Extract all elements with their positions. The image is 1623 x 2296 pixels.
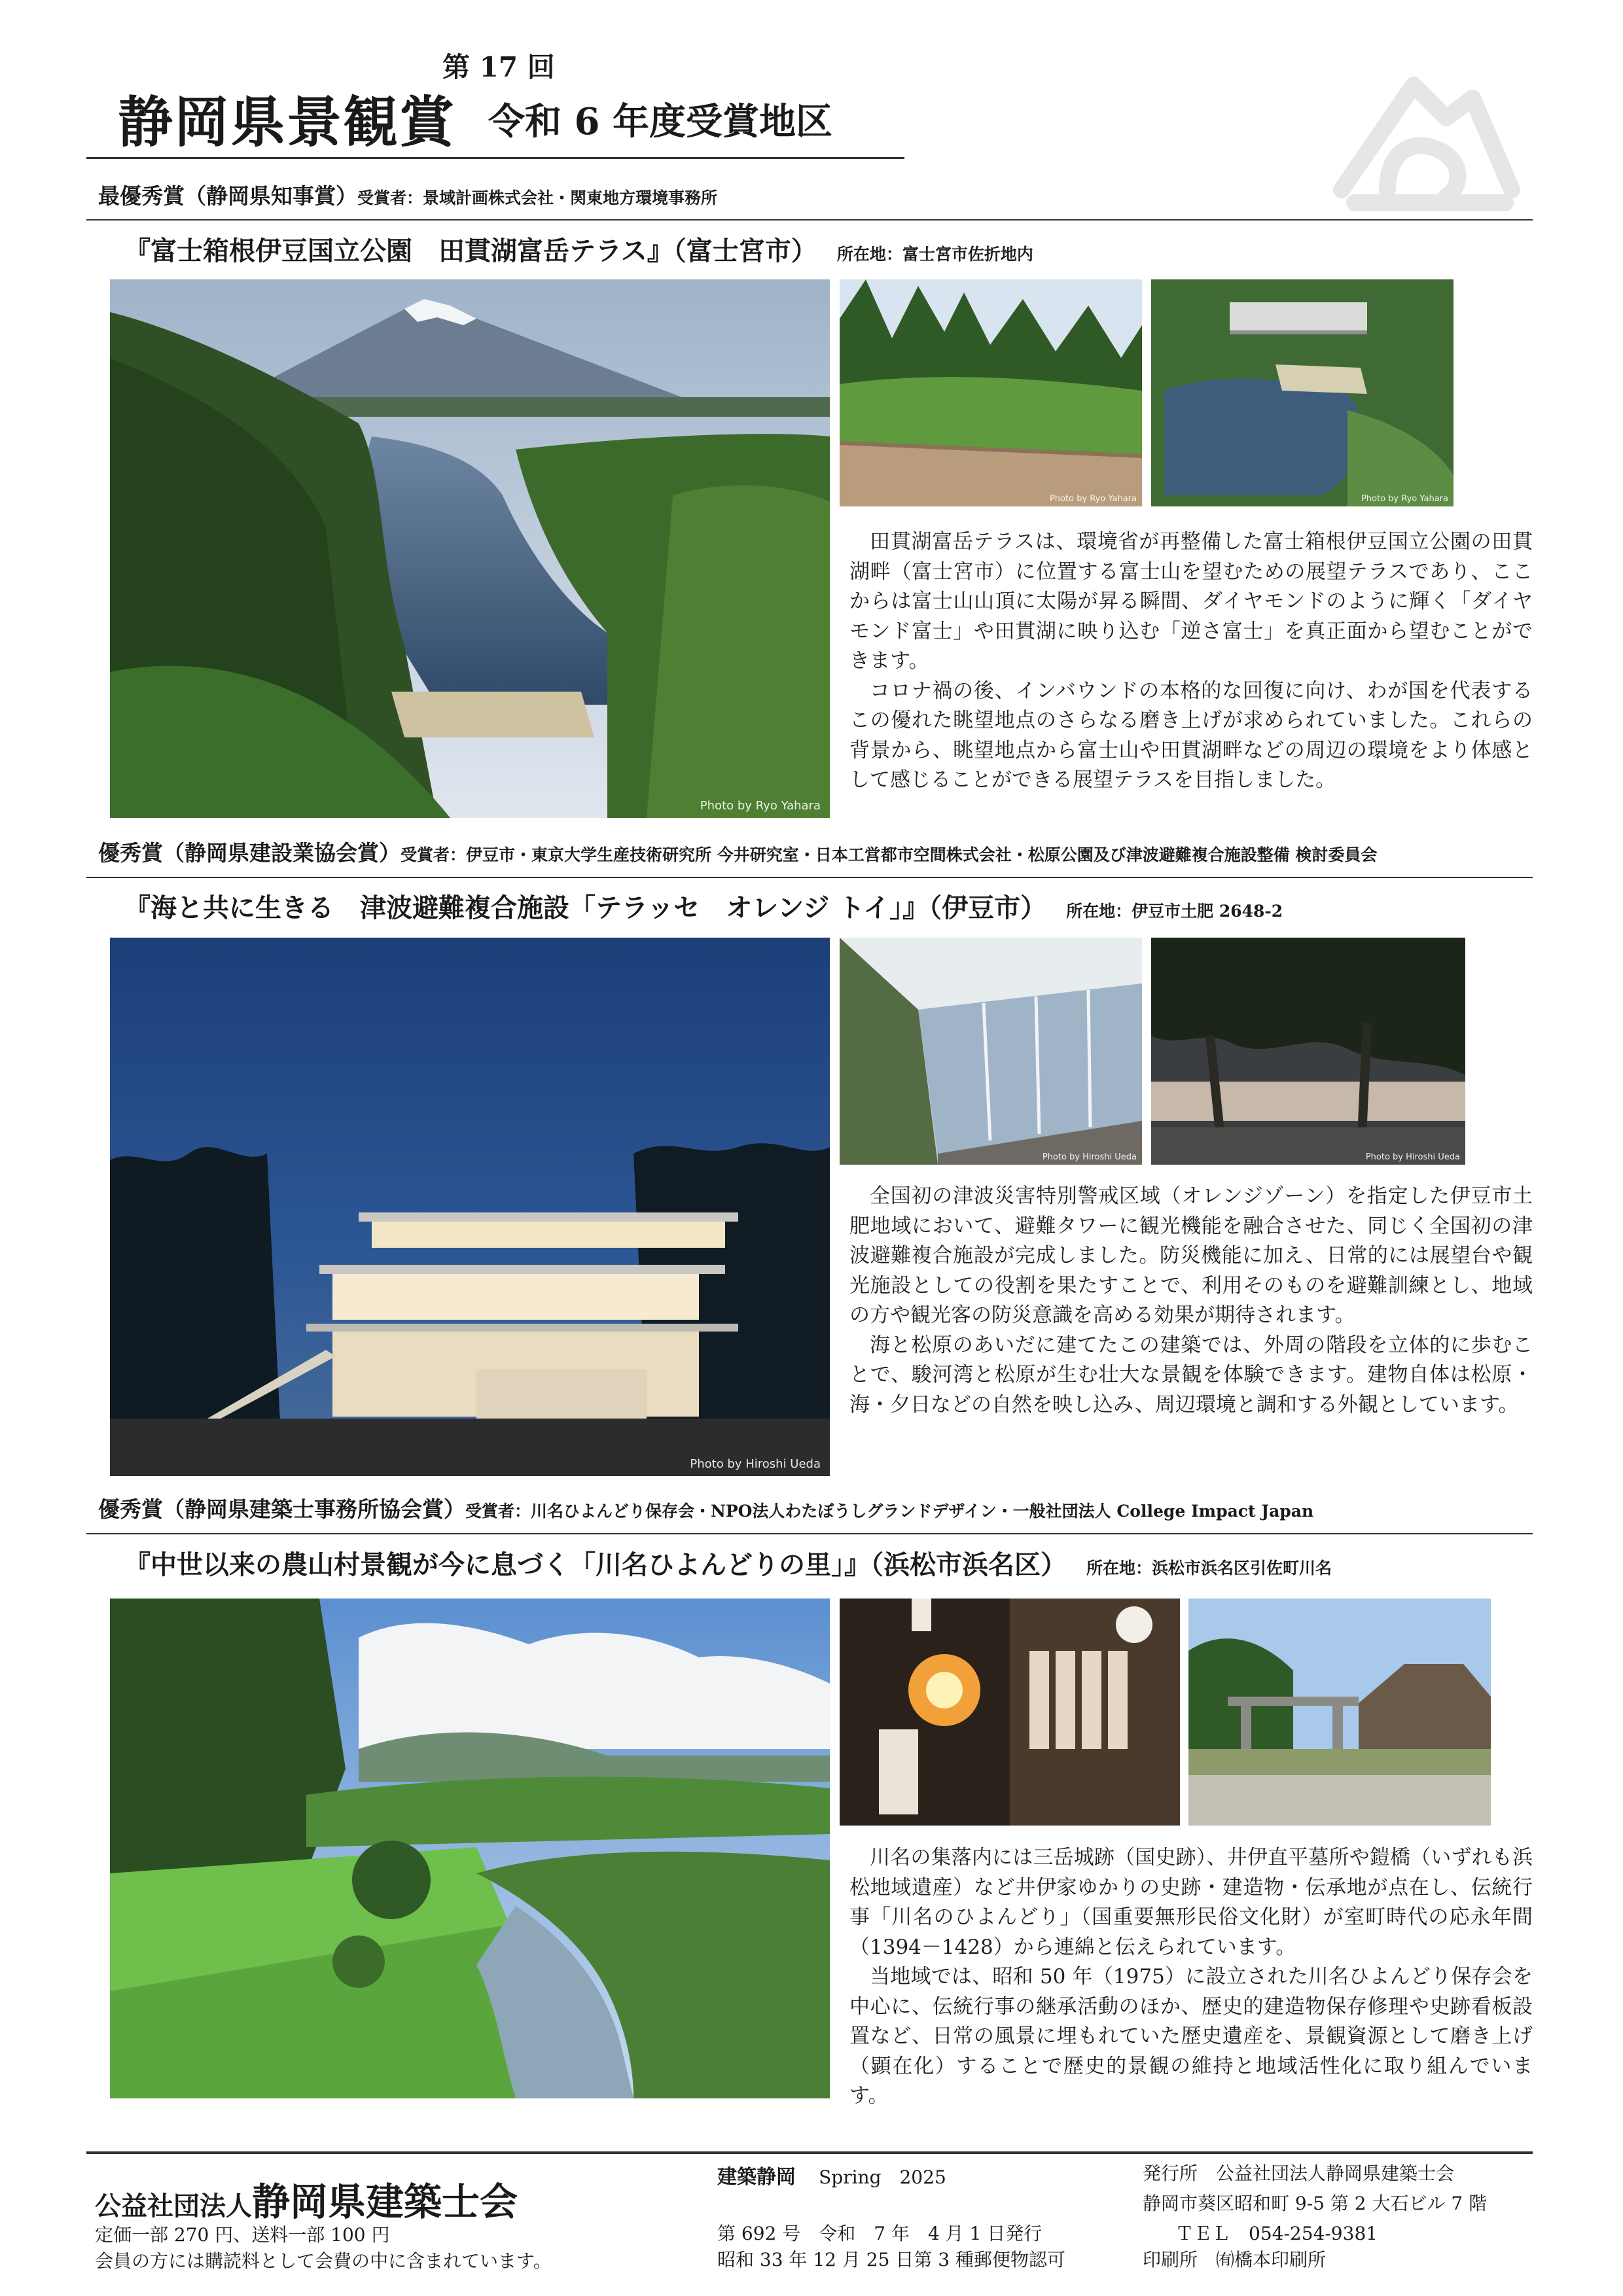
org-prefix: 公益社団法人 [95,2191,252,2221]
paragraph: 川名の集落内には三岳城跡（国史跡）、井伊直平墓所や鎧橋（いずれも浜松地域遺産）など井伊家ゆかりの史跡・建造物・伝承地が点在し、伝統行事「川名のひよんどり」（国重要無形民俗文化財）が室町時代の応永年間（1394－1428）から連綿と伝えられています。 [849,1846,1533,1959]
photo-credit: Photo by Ryo Yahara [700,799,821,813]
footer-rule [86,2151,1533,2154]
section-rule-1 [86,219,1533,221]
section-rule-3 [86,1533,1533,1534]
paragraph: 全国初の津波災害特別警戒区域（オレンジゾーン）を指定した伊豆市土肥地域において、避難タワーに観光機能を融合させた、同じく全国初の津波避難複合施設が完成しました。防災機能に加え、日常的には展望台や観光施設としての役割を果たすことで、利用そのものを避難訓練とし、地域の方や観光客の防災意識を高める効果が期待されます。 [849,1184,1533,1327]
award-title-2 [98,836,1377,867]
award-name: 最優秀賞（静岡県知事賞） [98,183,357,209]
photo-credit: Photo by Hiroshi Ueda [690,1457,821,1471]
photo-credit: Photo by Hiroshi Ueda [1365,1152,1460,1162]
photo-pines-dusk [1151,938,1465,1165]
magazine-name: 建築静岡 [717,2166,796,2189]
project-location: 所在地：伊豆市土肥 2648-2 [1066,902,1283,921]
photo-shrine-gate [1188,1598,1491,1826]
paragraph: コロナ禍の後、インバウンドの本格的な回復に向け、わが国を代表するこの優れた眺望地点のさらなる磨き上げが求められていました。これらの背景から、眺望地点から富士山や田貫湖畔などの周辺の環境をより体感として感じることができる展望テラスを目指しました。 [849,679,1533,792]
org-title: 静岡県建築士会 [252,2180,518,2224]
photo-tsunami-tower-night [110,938,830,1476]
photo-credit: Photo by Hiroshi Ueda [1042,1152,1137,1162]
photo-credit: Photo by Ryo Yahara [1361,494,1448,504]
magazine-season: Spring 2025 [819,2166,946,2188]
org-name [95,2171,518,2226]
award-title-3 [98,1492,1313,1523]
article-text-3 [849,1843,1533,2111]
printer: 印刷所 ㈲橋本印刷所 [1143,2249,1327,2270]
postal-permit: 昭和 33 年 12 月 25 日第 3 種郵便物認可 [717,2249,1065,2270]
photo-hotel-pond [1151,279,1454,506]
project-name: 『海と共に生きる 津波避難複合施設「テラッセ オレンジ トイ」』（伊豆市） [124,892,1047,923]
award-name: 優秀賞（静岡県建築士事務所協会賞） [98,1496,465,1522]
project-location: 所在地：富士宮市佐折地内 [836,245,1033,264]
price-note: 定価一部 270 円、送料一部 100 円 [95,2224,390,2246]
issue-info: 第 692 号 令和 7 年 4 月 1 日発行 [717,2223,1043,2244]
header-rule [86,157,904,159]
publisher: 発行所 公益社団法人静岡県建築士会 [1143,2163,1455,2184]
photo-forest-terrace [840,279,1142,506]
project-location: 所在地：浜松市浜名区引佐町川名 [1086,1559,1332,1578]
project-name: 『富士箱根伊豆国立公園 田貫湖富岳テラス』（富士宮市） [124,236,817,266]
photo-rice-fields [110,1598,830,2098]
award-recipients: 受賞者：景域計画株式会社・関東地方環境事務所 [357,188,718,207]
award-name: 優秀賞（静岡県建設業協会賞） [98,840,401,866]
award-recipients: 受賞者：川名ひよんどり保存会・NPO法人わたぼうしグランドデザイン・一般社団法人 College Impact Japan [465,1502,1314,1521]
article-text-1 [849,527,1533,796]
project-title-1 [124,230,1033,268]
project-name: 『中世以来の農山村景観が今に息づく「川名ひよんどりの里」』（浜松市浜名区） [124,1549,1067,1580]
edition-label: 第 17 回 [442,51,555,83]
photo-credit: Photo by Ryo Yahara [1049,494,1137,504]
paragraph: 当地域では、昭和 50 年（1975）に設立された川名ひよんどり保存会を中心に、伝統行事の継承活動のほか、歴史的建造物保存修理や史跡看板設置など、日常の風景に埋もれていた歴史遺産を、景観資源として磨き上げ（顕在化）することで歴史的景観の維持と地域活性化に取り組んでいます。 [849,1965,1533,2108]
paragraph: 海と松原のあいだに建てたこの建築では、外周の階段を立体的に歩むことで、駿河湾と松原が生む壮大な景観を体験できます。建物自体は松原・海・夕日などの自然を映し込み、周辺環境と調和する外観としています。 [849,1333,1533,1417]
member-note: 会員の方には購読料として会費の中に含まれています。 [95,2250,552,2272]
magazine-line [717,2161,946,2189]
project-title-3 [124,1544,1332,1581]
photo-hiyondori-festival [840,1598,1180,1826]
award-title-1 [98,179,717,210]
photo-lake-fuji [110,279,830,818]
paragraph: 田貫湖富岳テラスは、環境省が再整備した富士箱根伊豆国立公園の田貫湖畔（富士宮市）に位置する富士山を望むための展望テラスであり、ここからは富士山山頂に太陽が昇る瞬間、ダイヤモンドのように輝く「ダイヤモンド富士」や田貫湖に映り込む「逆さ富士」を真正面から望むことができます。 [849,530,1533,673]
project-title-2 [124,887,1283,925]
photo-terrace-corridor [840,938,1142,1165]
publisher-address: 静岡市葵区昭和町 9-5 第 2 大石ビル 7 階 [1143,2193,1488,2214]
logo-watermark [1315,39,1531,216]
section-rule-2 [86,877,1533,878]
page-subtitle: 令和 6 年度受賞地区 [488,100,832,143]
award-recipients: 受賞者：伊豆市・東京大学生産技術研究所 今井研究室・日本工営都市空間株式会社・松原公園及び津波避難複合施設整備 検討委員会 [401,845,1378,864]
publisher-tel: ＴＥＬ 054-254-9381 [1175,2223,1378,2244]
article-text-2 [849,1182,1533,1420]
page-title: 静岡県景観賞 [118,90,456,154]
